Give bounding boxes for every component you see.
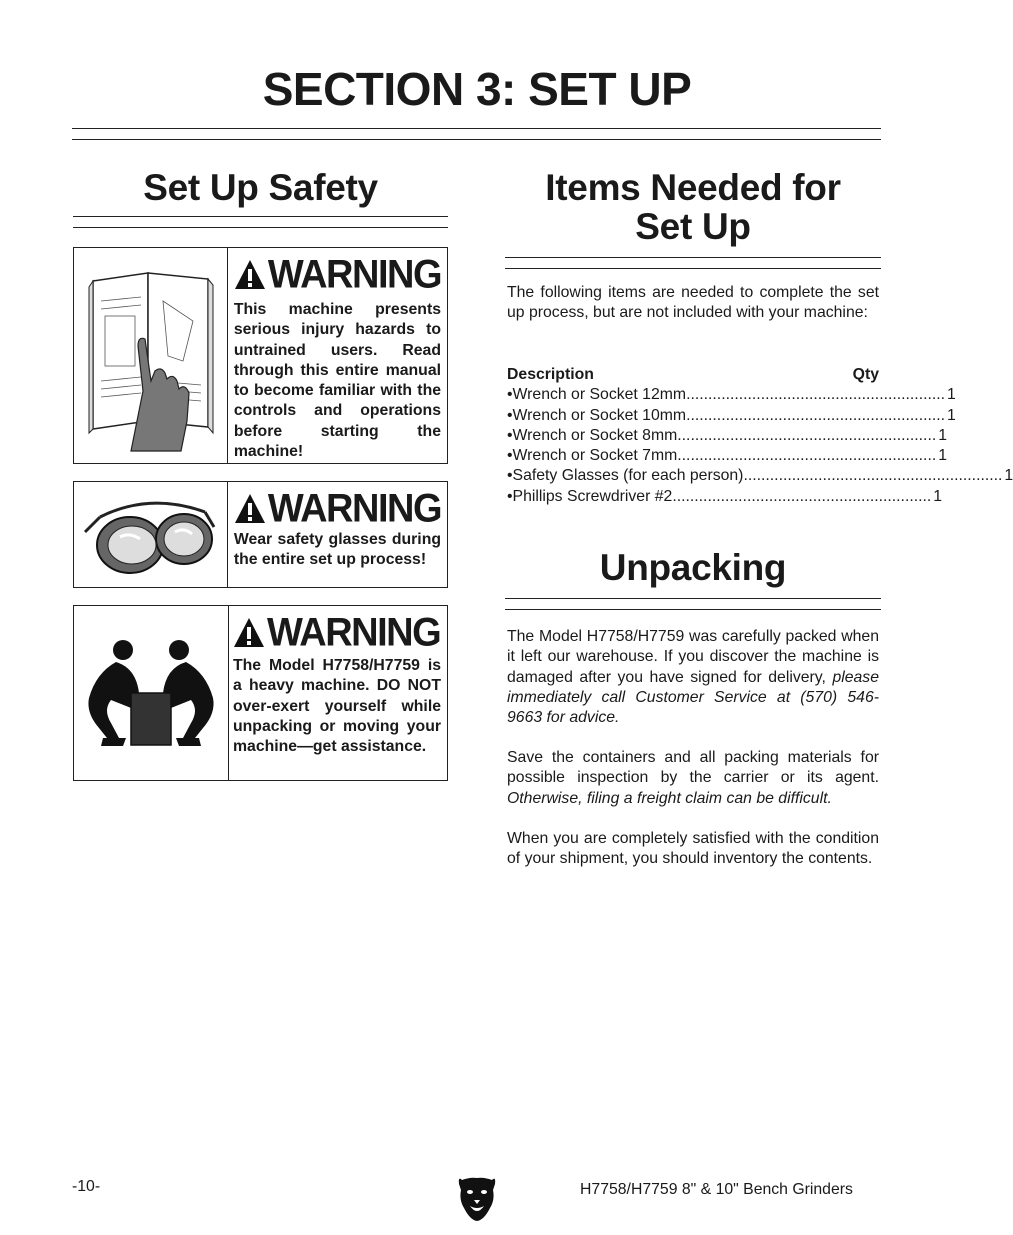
set-up-safety-divider — [73, 216, 448, 228]
warning-text: This machine presents serious injury hazards to untrained users. Read through this entire manual to become familiar with the controls and operations before starting the machine! — [233, 301, 441, 461]
items-needed-heading — [505, 168, 881, 246]
items-list — [507, 365, 1013, 507]
warning-triangle-icon — [234, 493, 266, 525]
items-needed-heading-line1: Items Needed for — [545, 167, 841, 208]
warning-label: WARNING — [267, 486, 441, 531]
list-item: • Wrench or Socket 8mm ........................................................... 1 — [507, 426, 948, 444]
warning-triangle-icon — [233, 617, 265, 649]
list-item: • Phillips Screwdriver #2 ........................................................... 1 — [507, 487, 943, 505]
description-header: Description — [507, 366, 594, 383]
unpacking-paragraph-2: Save the containers and all packing materials for possible inspection by the carrier or its agent. Otherwise, filing a freight claim can be difficult. — [507, 749, 879, 807]
warning-box-glasses — [73, 481, 448, 588]
set-up-safety-heading: Set Up Safety — [143, 167, 378, 208]
two-person-lift-icon — [74, 606, 229, 780]
warning-triangle-icon — [234, 259, 266, 291]
items-intro: The following items are needed to complete the set up process, but are not included with your machine: — [507, 284, 879, 322]
unpacking-paragraph-1: The Model H7758/H7759 was carefully packed when it left our warehouse. If you discover the machine is damaged after you have signed for delivery, please immediately call Customer Service at (570) 546-9663 for advice. — [507, 628, 879, 727]
page-number: -10- — [72, 1178, 101, 1195]
grizzly-bear-logo-icon — [456, 1176, 498, 1227]
section-divider — [72, 128, 881, 140]
warning-box-heavy — [73, 605, 448, 781]
document-title: H7758/H7759 8" & 10" Bench Grinders — [580, 1181, 853, 1198]
qty-header: Qty — [852, 366, 879, 383]
warning-label: WARNING — [267, 610, 441, 655]
warning-box-manual — [73, 247, 448, 464]
items-table-header — [507, 365, 879, 385]
unpacking-heading: Unpacking — [599, 547, 787, 588]
list-item: • Wrench or Socket 12mm ........................................................... 1 — [507, 386, 956, 404]
unpacking-divider — [505, 598, 881, 610]
list-item: • Wrench or Socket 7mm ........................................................... 1 — [507, 447, 948, 465]
items-needed-heading-line2: Set Up — [635, 206, 751, 247]
list-item: • Wrench or Socket 10mm ........................................................... 1 — [507, 406, 956, 424]
warning-text: Wear safety glasses during the entire set up process! — [233, 531, 441, 569]
unpacking-paragraph-3: When you are completely satisfied with the condition of your shipment, you should inventory the contents. — [507, 830, 879, 868]
section-title: SECTION 3: SET UP — [262, 63, 692, 115]
safety-glasses-icon — [74, 482, 228, 587]
warning-text: The Model H7758/H7759 is a heavy machine. DO NOT over-exert yourself while unpacking or moving your machine—get assistance. — [233, 657, 441, 756]
manual-reading-icon — [74, 248, 228, 463]
warning-label: WARNING — [267, 252, 441, 297]
items-needed-divider — [505, 257, 881, 269]
list-item: • Safety Glasses (for each person) ........................................................... 1 — [507, 467, 1013, 485]
